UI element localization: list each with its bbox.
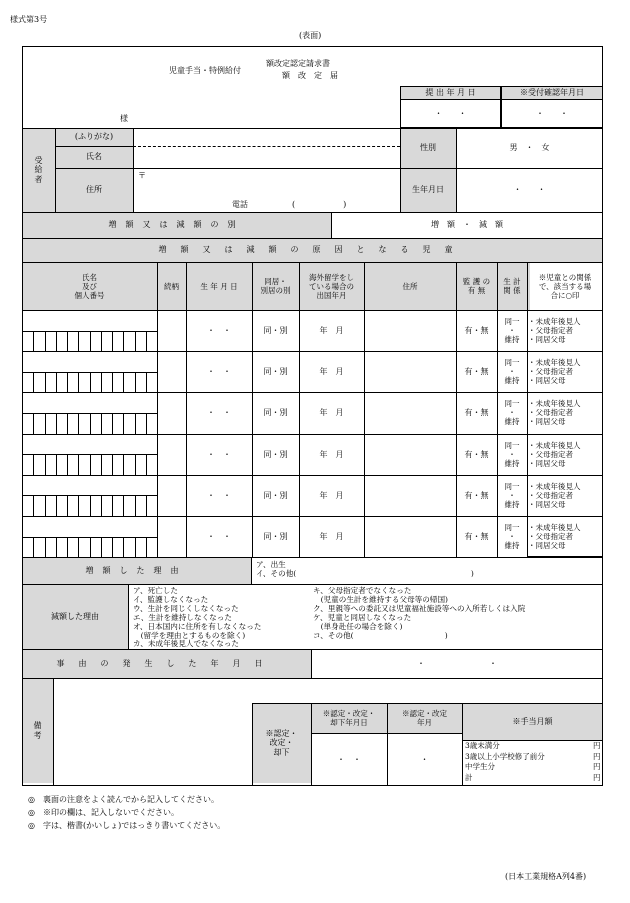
row-custody: 有・無: [464, 367, 489, 377]
decrease-option: コ、その他( ): [313, 630, 448, 640]
decrease-option: ウ、生計を同じくしなくなった: [133, 603, 239, 613]
address-input[interactable]: [133, 168, 400, 212]
row-note: ・未成年後見人 ・父母指定者 ・同居父母: [528, 523, 581, 551]
row-livelihood: 同一 ・ 維持: [504, 358, 520, 386]
furigana-input[interactable]: [133, 128, 400, 146]
decrease-option: ク、里親等への委託又は児童福祉施設等への入所若しくは入院: [313, 603, 526, 613]
row-abroad: 年 月: [319, 408, 344, 418]
col-head-name: 氏名 及び 個人番号: [74, 272, 105, 300]
amount-row-label: 中学生分: [465, 762, 495, 771]
row-custody: 有・無: [464, 326, 489, 335]
amount-row-unit: 円: [593, 741, 601, 750]
decrease-option: エ、生計を維持しなくなった: [133, 612, 232, 622]
row-livelihood: 同一 ・ 維持: [504, 481, 520, 509]
amount-head-text: ※手当月額: [512, 716, 553, 726]
amount-row-unit: 円: [593, 751, 601, 761]
occurrence-text: 事由の発生した年月日: [56, 658, 277, 668]
postal-mark: 〒: [138, 171, 146, 180]
child-name-input[interactable]: [22, 475, 157, 516]
submit-date-label: 提 出 年 月 日: [425, 87, 476, 97]
row-note: ・未成年後見人 ・父母指定者 ・同居父母: [528, 440, 581, 468]
title-left: 児童手当・特例給付: [169, 66, 241, 75]
cert-date-value: ・ ・: [337, 754, 361, 764]
child-address-input[interactable]: [364, 351, 456, 392]
col-head-note: ※児童との関係 で、該当する場 合に○印: [538, 272, 592, 300]
amount-row-unit: 円: [593, 762, 601, 771]
recipient-label: 受 給 者: [34, 156, 43, 184]
col-head-birth: 生 年 月 日: [200, 281, 238, 291]
child-address-input[interactable]: [364, 475, 456, 516]
row-livelihood: 同一 ・ 維持: [504, 317, 520, 345]
rule-line: [128, 584, 129, 649]
child-name-input[interactable]: [22, 434, 157, 475]
note-column-frame: [527, 262, 603, 557]
row-custody: 有・無: [464, 449, 489, 459]
col-head-custody: 監 護 の 有 無: [462, 277, 491, 295]
row-note: ・未成年後見人 ・父母指定者 ・同居父母: [528, 481, 581, 509]
row-birth: ・ ・: [207, 326, 231, 335]
child-name-input[interactable]: [22, 392, 157, 433]
amount-row-unit: 円: [593, 772, 601, 782]
row-livelihood: 同一 ・ 維持: [504, 399, 520, 427]
row-birth: ・ ・: [207, 367, 231, 377]
row-abroad: 年 月: [319, 367, 344, 377]
child-address-input[interactable]: [364, 392, 456, 433]
birth-value: ・ ・: [513, 185, 546, 195]
side-label: (表面): [299, 31, 322, 40]
increase-option: イ、その他( ): [256, 568, 474, 578]
child-name-input[interactable]: [22, 351, 157, 392]
row-custody: 有・無: [464, 532, 489, 541]
decrease-option: ケ、児童と同居しなくなった: [313, 612, 412, 622]
row-cohabit: 同・別: [263, 449, 288, 459]
child-address-input[interactable]: [364, 310, 456, 351]
decrease-option: (児童の生計を維持する父母等の帰国): [313, 594, 449, 604]
addressee-sama: 様: [120, 114, 128, 123]
remarks-input[interactable]: [53, 678, 252, 786]
form-number: 様式第3号: [10, 15, 48, 24]
rule-line: [251, 557, 252, 584]
child-address-input[interactable]: [364, 516, 456, 557]
row-cohabit: 同・別: [263, 326, 288, 335]
note-line: ◎ 裏面の注意をよく読んでから記入してください。: [28, 795, 219, 804]
occurrence-value: ・ ・: [417, 658, 497, 668]
footer-standard: (日本工業規格A列4番): [505, 872, 587, 881]
col-head-cohabit: 同居・ 別居の別: [260, 277, 291, 295]
row-cohabit: 同・別: [263, 532, 288, 541]
row-livelihood: 同一 ・ 維持: [504, 440, 520, 468]
row-birth: ・ ・: [207, 449, 231, 459]
change-type-text: 増額又は減額の別: [108, 220, 245, 230]
row-birth: ・ ・: [207, 490, 231, 500]
decrease-option: イ、監護しなくなった: [133, 594, 209, 604]
submit-date-value: ・ ・: [434, 108, 467, 118]
increase-options: [256, 561, 474, 579]
decrease-option: オ、日本国内に住所を有しなくなった: [133, 621, 262, 631]
sex-label: 性別: [420, 143, 436, 153]
row-cohabit: 同・別: [263, 408, 288, 418]
increase-text: 増額した理由: [85, 565, 188, 575]
decrease-text: 減額した理由: [51, 611, 99, 621]
child-address-input[interactable]: [364, 434, 456, 475]
amount-row-label: 3歳未満分: [465, 741, 500, 750]
amount-row-label: 計: [465, 772, 473, 782]
decrease-option: (単身赴任の場合を除く): [313, 621, 403, 631]
cert-date-head: ※認定・改定・ 却下年月日: [322, 709, 376, 727]
col-head-address: 住所: [402, 281, 418, 291]
row-cohabit: 同・別: [263, 367, 288, 377]
sex-value: 男 ・ 女: [509, 143, 550, 153]
row-livelihood: 同一 ・ 維持: [504, 523, 520, 551]
row-abroad: 年 月: [319, 326, 344, 335]
birth-label: 生年月日: [412, 185, 444, 195]
child-name-input[interactable]: [22, 516, 157, 557]
decrease-options-right: [313, 587, 525, 640]
change-type-value: 増 額 ・ 減 額: [431, 220, 503, 230]
row-custody: 有・無: [464, 408, 489, 418]
decrease-option: カ、未成年後見人でなくなった: [133, 639, 240, 649]
phone-paren: ( ): [292, 200, 347, 209]
receipt-date-label: ※受付確認年月日: [520, 87, 584, 97]
row-custody: 有・無: [464, 490, 489, 500]
row-note: ・未成年後見人 ・父母指定者 ・同居父母: [528, 358, 581, 386]
furigana-label: (ふりがな): [74, 132, 114, 142]
col-head-relation: 続柄: [164, 281, 179, 291]
child-name-input[interactable]: [22, 310, 157, 351]
decrease-options-left: [133, 587, 261, 649]
receipt-date-value: ・ ・: [536, 108, 568, 118]
row-note: ・未成年後見人 ・父母指定者 ・同居父母: [528, 399, 581, 427]
col-head-livelihood: 生 計 関 係: [503, 277, 521, 295]
title-line-2: 額 改 定 届: [282, 71, 338, 80]
cert-month-value: ・: [420, 754, 429, 764]
row-abroad: 年 月: [319, 490, 344, 500]
name-input[interactable]: [133, 146, 400, 168]
phone-label: 電話: [232, 200, 248, 209]
row-birth: ・ ・: [207, 532, 231, 541]
row-abroad: 年 月: [319, 532, 344, 541]
row-cohabit: 同・別: [263, 490, 288, 500]
col-head-abroad: 海外留学をし ている場合の 出国年月: [309, 272, 354, 300]
title-line-1: 額改定認定請求書: [266, 59, 330, 68]
row-note: ・未成年後見人 ・父母指定者 ・同居父母: [528, 317, 581, 345]
name-label: 氏名: [86, 152, 102, 162]
row-birth: ・ ・: [207, 408, 231, 418]
amount-row-label: 3歳以上小学校修了前分: [465, 751, 545, 761]
cert-month-head: ※認定・改定 年月: [402, 709, 447, 727]
note-line: ◎ 字は、楷書(かいしょ)ではっきり書いてください。: [28, 821, 226, 830]
decrease-option: (留学を理由とするものを除く): [133, 630, 246, 640]
decrease-option: ア、死亡した: [133, 586, 178, 595]
remarks-text: 備 考: [33, 721, 42, 740]
increase-option: ア、出生: [256, 560, 286, 569]
note-line: ◎ ※印の欄は、記入しないでください。: [28, 808, 179, 817]
decrease-option: キ、父母指定者でなくなった: [313, 586, 412, 595]
cert-text: ※認定・ 改定・ 却下: [265, 729, 298, 757]
address-label: 住所: [86, 185, 102, 195]
row-abroad: 年 月: [319, 449, 344, 459]
children-header-text: 増額又は減額の原因となる児童: [158, 245, 467, 255]
